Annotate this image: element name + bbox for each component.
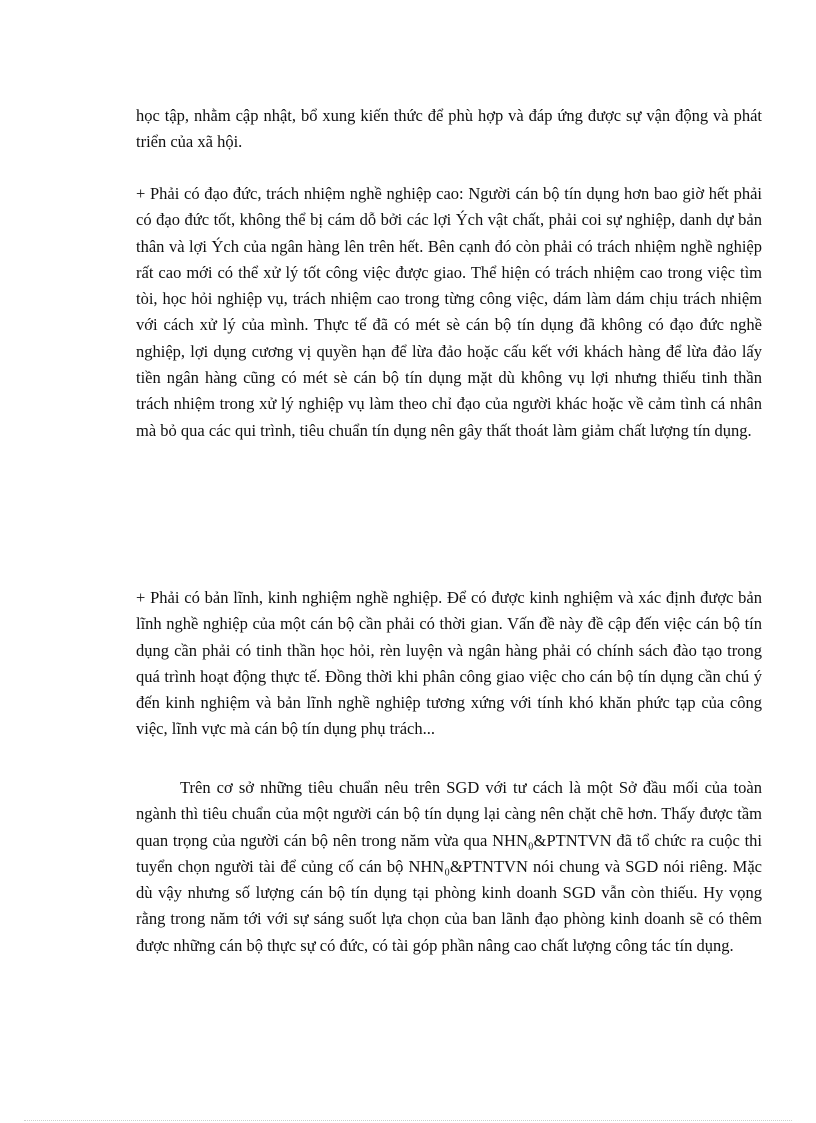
- page-bottom-divider: [24, 1120, 792, 1121]
- paragraph-experience-bravery: + Phải có bản lĩnh, kinh nghiệm nghề nghiệp. Để có được kinh nghiệm và xác định được bản lĩnh nghề nghiệp của một cán bộ cần phải có thời gian. Vấn đề này đề cập đến việc cán bộ tín dụng cần phải có tinh thần học hỏi, rèn luyện và ngân hàng phải có chính sách đào tạo trong quá trình hoạt động thực tế. Đồng thời khi phân công giao việc cho cán bộ tín dụng cần chú ý đến kinh nghiệm và bản lĩnh nghề nghiệp tương xứng với tính khó khăn phức tạp của công việc, lĩnh vực mà cán bộ tín dụng phụ trách...: [136, 588, 762, 739]
- paragraph-ethics-responsibility: + Phải có đạo đức, trách nhiệm nghề nghiệp cao: Người cán bộ tín dụng hơn bao giờ hết phải có đạo đức tốt, không thể bị cám dỗ bởi các lợi Ých vật chất, phải coi sự nghiệp, danh dự bản thân và lợi Ých của ngân hàng lên trên hết. Bên cạnh đó còn phải có trách nhiệm nghề nghiệp rất cao mới có thể xử lý tốt công việc được giao. Thể hiện có trách nhiệm cao trong việc tìm tòi, học hỏi nghiệp vụ, trách nhiệm cao trong từng công việc, dám làm dám chịu trách nhiệm với cách xử lý của mình. Thực tế đã có mét sè cán bộ tín dụng đã không có đạo đức nghề nghiệp, lợi dụng cương vị quyền hạn để lừa đảo hoặc cấu kết với khách hàng để lừa đảo lấy tiền ngân hàng cũng có mét sè cán bộ tín dụng mặt dù không vụ lợi nhưng thiếu tinh thần trách nhiệm trong xử lý nghiệp vụ làm theo chỉ đạo của người khác hoặc về cảm tình cá nhân mà bỏ qua các qui trình, tiêu chuẩn tín dụng nên gây thất thoát làm giảm chất lượng tín dụng.: [136, 184, 762, 440]
- paragraph-intro-continuation: học tập, nhằm cập nhật, bổ xung kiến thức để phù hợp và đáp ứng được sự vận động và phát triển của xã hội.: [136, 106, 762, 152]
- paragraph-sgd-standards: Trên cơ sở những tiêu chuẩn nêu trên SGD với tư cách là một Sở đầu mối của toàn ngành thì tiêu chuẩn của một người cán bộ tín dụng lại càng nên chặt chẽ hơn. Thấy được tầm quan trọng của người cán bộ nên trong năm vừa qua NHN₀&PTNTVN đã tổ chức ra cuộc thi tuyển chọn người tài để củng cố cán bộ NHN₀&PTNTVN nói chung và SGD nói riêng. Mặc dù vậy nhưng số lượng cán bộ tín dụng tại phòng kinh doanh SGD vẫn còn thiếu. Hy vọng rằng trong năm tới với sự sáng suốt lựa chọn của ban lãnh đạo phòng kinh doanh sẽ có thêm được những cán bộ thực sự có đức, có tài góp phần nâng cao chất lượng công tác tín dụng.: [136, 778, 762, 955]
